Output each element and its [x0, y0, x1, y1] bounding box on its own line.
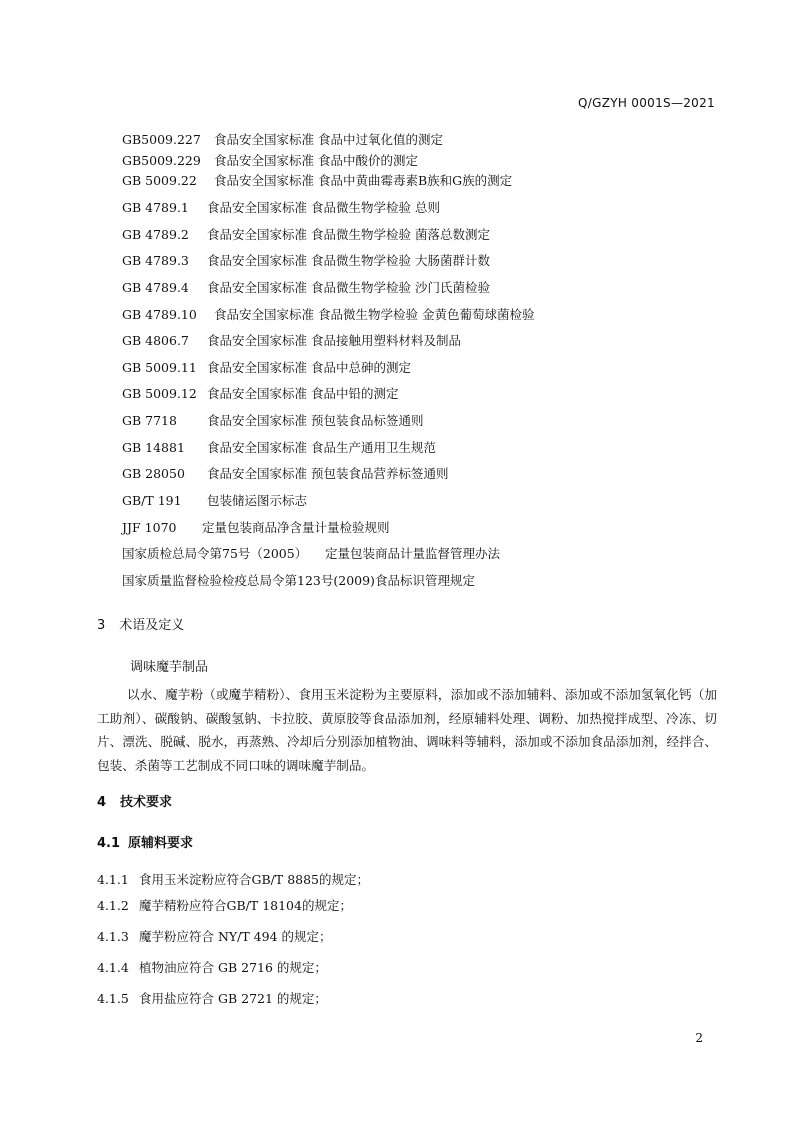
reference-title: 食品标识管理规定: [374, 573, 475, 588]
requirement-item: [97, 927, 332, 945]
reference-row: [122, 571, 475, 589]
requirement-text: 魔芋精粉应符合GB/T 18104的规定；: [139, 898, 352, 913]
reference-row: [122, 331, 461, 349]
reference-title: 食品安全国家标准 食品中过氧化值的测定: [214, 132, 443, 147]
reference-code: GB5009.227: [122, 132, 201, 147]
reference-title: 食品安全国家标准 食品中铅的测定: [207, 386, 399, 401]
requirement-text: 食用盐应符合 GB 2721 的规定；: [139, 991, 327, 1006]
reference-code: GB 4789.1: [122, 200, 189, 215]
reference-code: GB 14881: [122, 440, 185, 455]
reference-code: GB/T 191: [122, 493, 182, 508]
reference-row: [122, 384, 398, 402]
section-number: 4: [97, 795, 107, 810]
doc-code: Q/GZYH 0001S—2021: [578, 96, 715, 110]
reference-title: 食品安全国家标准 食品接触用塑料材料及制品: [207, 333, 461, 348]
reference-code: GB5009.229: [122, 153, 201, 168]
reference-title: 食品安全国家标准 食品微生物学检验 总则: [207, 200, 440, 215]
reference-row: [122, 198, 440, 216]
reference-row: [122, 130, 443, 148]
reference-code: GB 4806.7: [122, 333, 189, 348]
section-heading: [97, 614, 184, 633]
term-title: 调味魔芋制品: [130, 660, 209, 675]
reference-title: 食品安全国家标准 预包装食品标签通则: [207, 413, 424, 428]
reference-code: GB 4789.3: [122, 253, 189, 268]
reference-title: 食品安全国家标准 食品微生物学检验 大肠菌群计数: [207, 253, 490, 268]
reference-code: 国家质检总局令第75号（2005）: [122, 546, 308, 561]
reference-code: GB 4789.10: [122, 307, 197, 322]
reference-code: GB 4789.4: [122, 280, 189, 295]
requirement-item: [97, 896, 352, 914]
reference-row: [122, 544, 500, 562]
requirement-item: [97, 870, 369, 888]
reference-row: [122, 438, 436, 456]
reference-row: [122, 171, 512, 189]
section-title: 技术要求: [120, 795, 173, 810]
reference-code: GB 5009.11: [122, 360, 197, 375]
reference-title: 定量包装商品净含量计量检验规则: [202, 520, 390, 535]
reference-title: 食品安全国家标准 食品中黄曲霉毒素B族和G族的测定: [214, 173, 513, 188]
reference-row: [122, 151, 418, 169]
reference-row: [122, 251, 490, 269]
term-definition: 以水、魔芋粉（或魔芋精粉）、食用玉米淀粉为主要原料，添加或不添加辅料、添加或不添加氢氧化钙（加工助剂）、碳酸钠、碳酸氢钠、卡拉胶、黄原胶等食品添加剂，经原辅料处理、调粉、加热搅拌成型、冷冻、切片、漂洗、脱碱、脱水，再蒸熟、冷却后分别添加植物油、调味料等辅料，添加或不添加食品添加剂，经拌合、包装、杀菌等工艺制成不同口味的调味魔芋制品。: [97, 687, 717, 773]
reference-code: JJF 1070: [122, 520, 177, 535]
reference-code: GB 28050: [122, 466, 185, 481]
reference-code: GB 5009.12: [122, 386, 197, 401]
reference-title: 食品安全国家标准 食品微生物学检验 沙门氏菌检验: [207, 280, 490, 295]
requirement-number: 4.1.3: [97, 929, 129, 944]
requirement-text: 植物油应符合 GB 2716 的规定；: [139, 960, 327, 975]
reference-code: GB 5009.22: [122, 173, 197, 188]
page-number: 2: [695, 1031, 703, 1045]
reference-title: 食品安全国家标准 食品微生物学检验 菌落总数测定: [207, 227, 490, 242]
section-number: 3: [97, 618, 106, 633]
reference-code: GB 4789.2: [122, 227, 189, 242]
reference-row: [122, 358, 411, 376]
reference-title: 食品安全国家标准 食品生产通用卫生规范: [207, 440, 436, 455]
reference-row: [122, 225, 490, 243]
reference-code: GB 7718: [122, 413, 177, 428]
subsection-title: 原辅料要求: [128, 836, 194, 851]
subsection-heading: [97, 832, 193, 851]
reference-title: 定量包装商品计量监督管理办法: [325, 546, 501, 561]
requirement-text: 魔芋粉应符合 NY/T 494 的规定；: [139, 929, 332, 944]
requirement-number: 4.1.1: [97, 872, 129, 887]
reference-row: [122, 305, 534, 323]
section-heading: [97, 791, 172, 810]
requirement-number: 4.1.4: [97, 960, 129, 975]
reference-title: 食品安全国家标准 食品中总砷的测定: [207, 360, 411, 375]
reference-title: 食品安全国家标准 预包装食品营养标签通则: [207, 466, 449, 481]
reference-row: [122, 518, 390, 536]
requirement-text: 食用玉米淀粉应符合GB/T 8885的规定；: [139, 872, 370, 887]
section-title: 术语及定义: [119, 618, 185, 633]
reference-row: [122, 464, 448, 482]
requirement-number: 4.1.2: [97, 898, 129, 913]
reference-code: 国家质量监督检验检疫总局令第123号(2009): [122, 573, 375, 588]
reference-row: [122, 411, 423, 429]
subsection-number: 4.1: [97, 836, 121, 851]
requirement-item: [97, 989, 327, 1007]
reference-title: 食品安全国家标准 食品微生物学检验 金黄色葡萄球菌检验: [214, 307, 535, 322]
reference-row: [122, 491, 307, 509]
reference-row: [122, 278, 490, 296]
reference-title: 包装储运图示标志: [207, 493, 308, 508]
requirement-number: 4.1.5: [97, 991, 129, 1006]
requirement-item: [97, 958, 327, 976]
reference-title: 食品安全国家标准 食品中酸价的测定: [214, 153, 418, 168]
